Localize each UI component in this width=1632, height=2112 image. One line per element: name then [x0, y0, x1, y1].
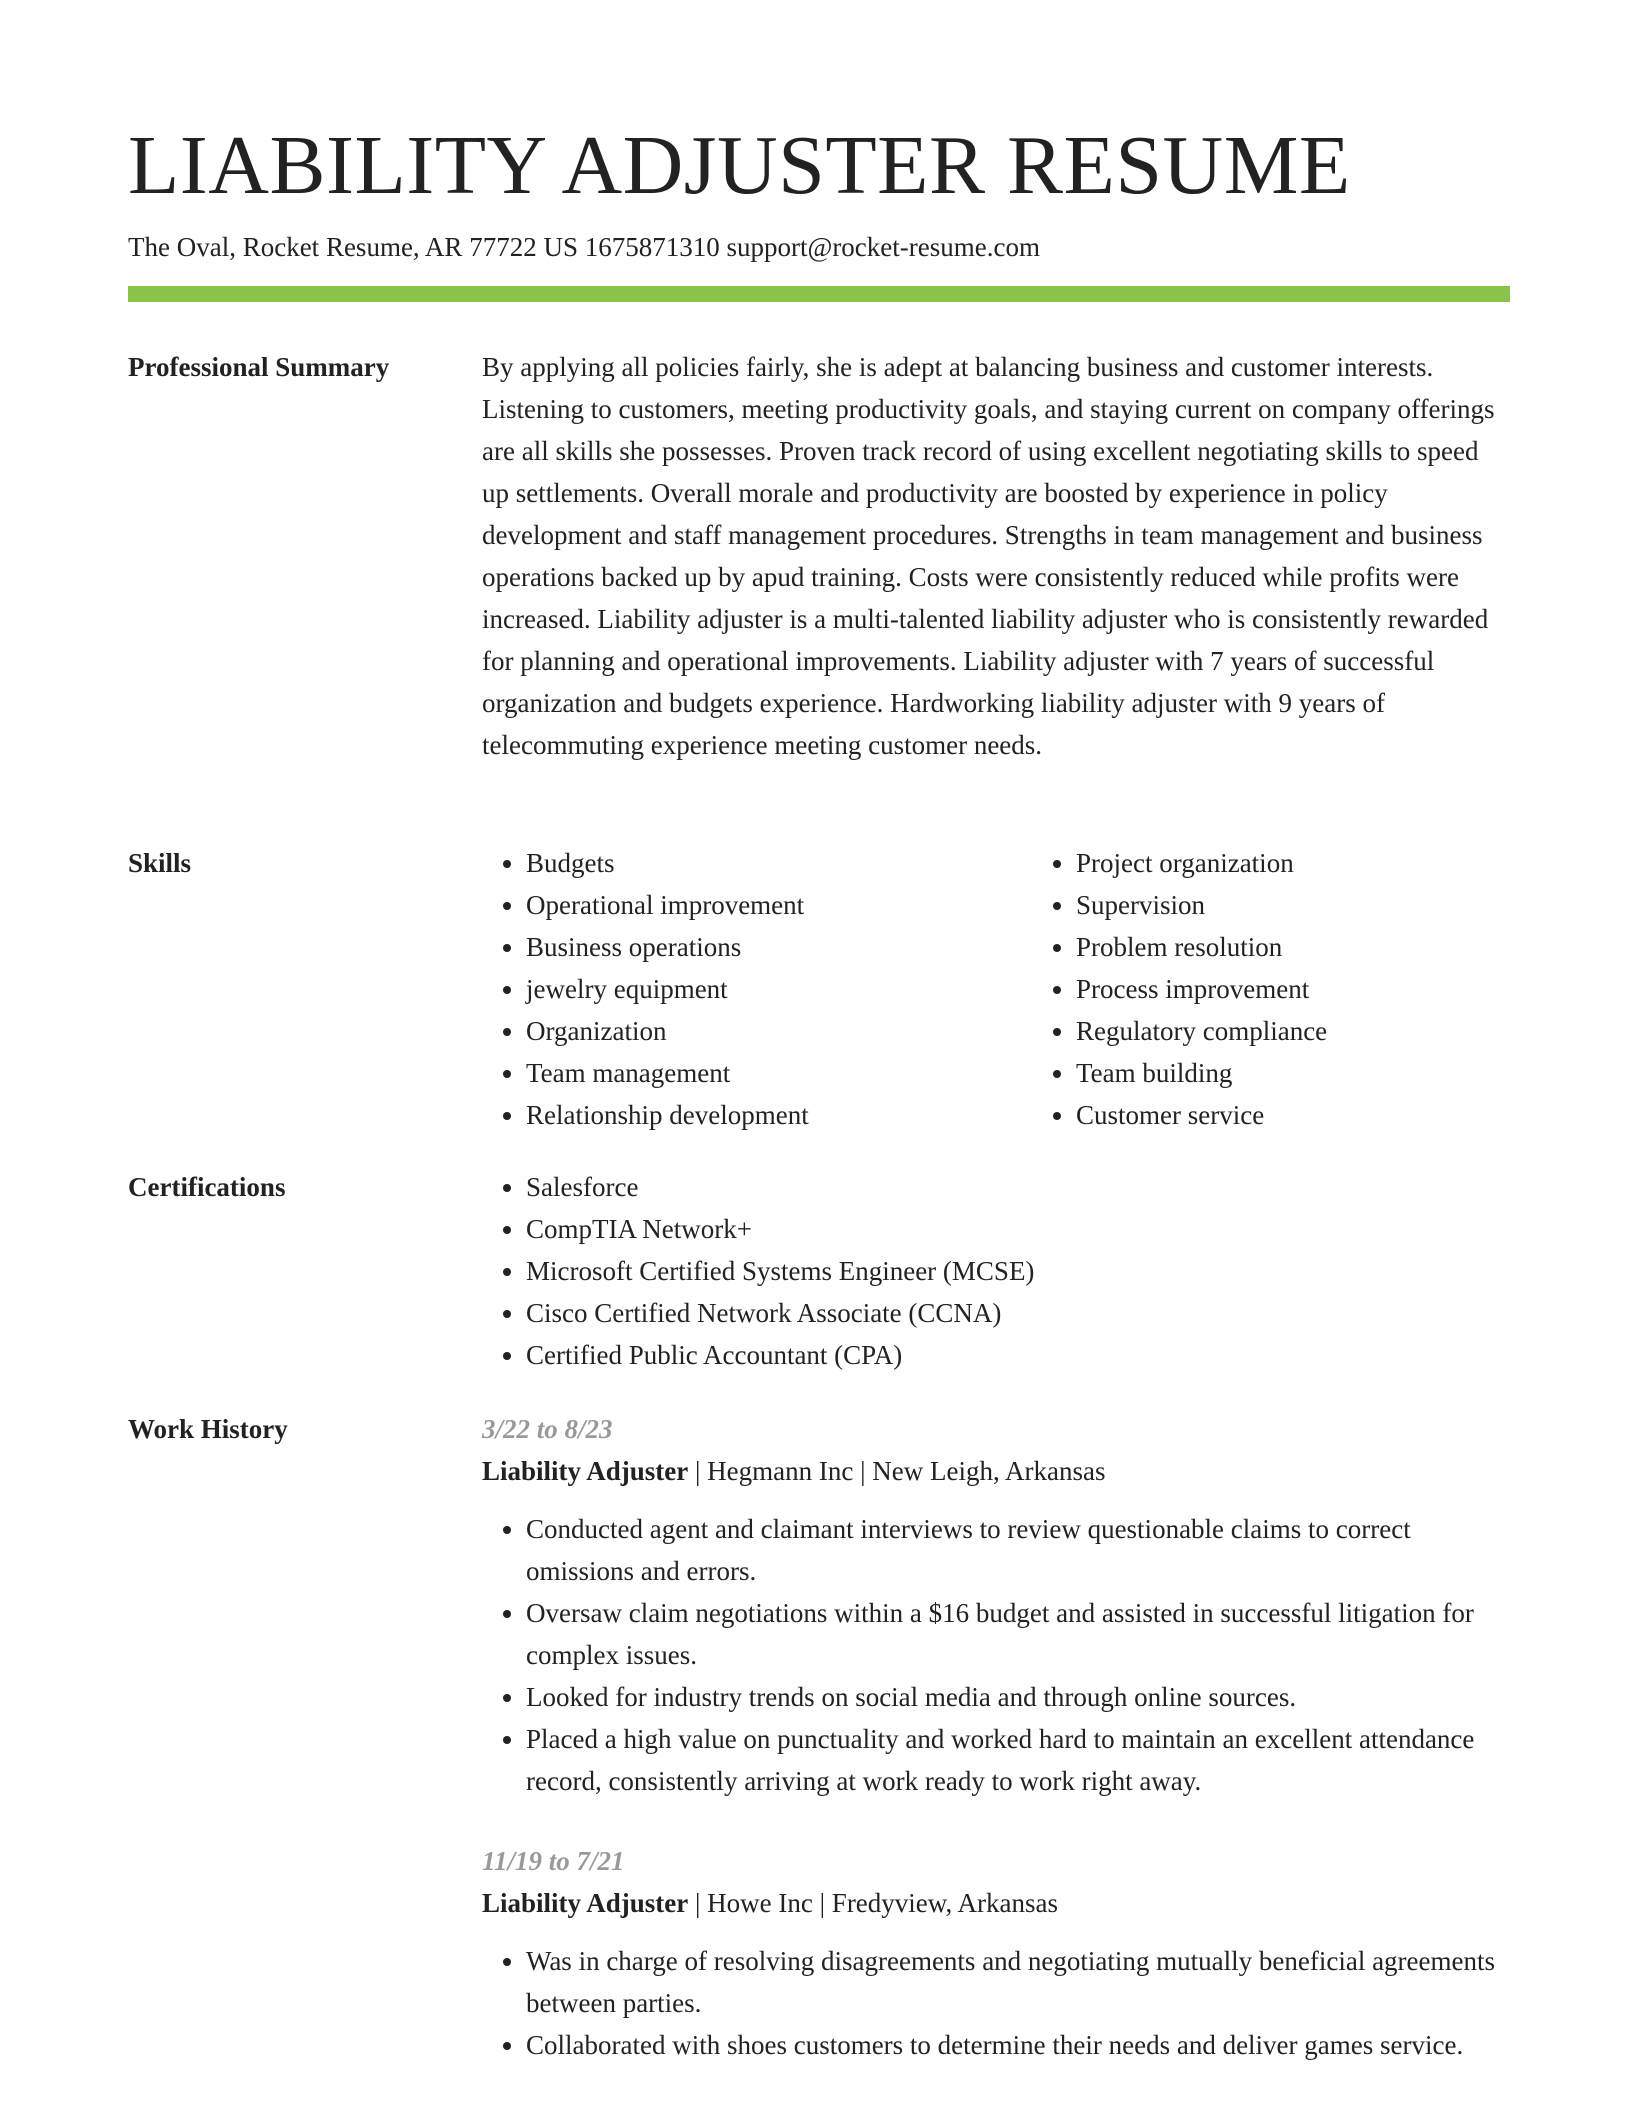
skill-item: • Process improvement [1076, 968, 1582, 1010]
job-bullets [482, 1508, 1510, 1802]
job-bullet: • Oversaw claim negotiations within a $16 budget and assisted in successful litigation for complex issues. [526, 1592, 1510, 1676]
certifications-list [482, 1166, 1510, 1376]
job-heading [482, 1882, 1510, 1924]
accent-divider [128, 286, 1510, 302]
skills-columns [482, 842, 1510, 1136]
skill-item: • Team management [526, 1052, 1032, 1094]
job-title: Liability Adjuster [482, 1888, 689, 1918]
job-entry [482, 1840, 1510, 2066]
certification-item: • Cisco Certified Network Associate (CCNA) [526, 1292, 1510, 1334]
job-bullet: • Was in charge of resolving disagreements and negotiating mutually beneficial agreements between parties. [526, 1940, 1510, 2024]
job-dates: 3/22 to 8/23 [482, 1414, 613, 1444]
job-bullet: • Conducted agent and claimant interviews to review questionable claims to correct omissions and errors. [526, 1508, 1510, 1592]
skill-item: • Problem resolution [1076, 926, 1582, 968]
certifications-body [482, 1166, 1510, 1376]
certifications-heading: Certifications [128, 1172, 286, 1202]
skills-list-right [1032, 842, 1582, 1136]
skill-item: • Project organization [1076, 842, 1582, 884]
certification-item: • CompTIA Network+ [526, 1208, 1510, 1250]
skill-item: • Business operations [526, 926, 1032, 968]
resume-title: LIABILITY ADJUSTER RESUME [128, 119, 1351, 212]
skill-item: • Relationship development [526, 1094, 1032, 1136]
job-dates: 11/19 to 7/21 [482, 1846, 625, 1876]
skill-item: • Supervision [1076, 884, 1582, 926]
job-bullet: • Placed a high value on punctuality and worked hard to maintain an excellent attendance record, consistently arriving at work ready to work right away. [526, 1718, 1510, 1802]
summary-body [482, 346, 1510, 766]
job-bullet: • Looked for industry trends on social media and through online sources. [526, 1676, 1510, 1718]
certification-item: • Certified Public Accountant (CPA) [526, 1334, 1510, 1376]
skill-item: • Organization [526, 1010, 1032, 1052]
work-history-body [482, 1408, 1510, 2066]
skills-list-left [482, 842, 1032, 1136]
skill-item: • Regulatory compliance [1076, 1010, 1582, 1052]
job-company-location: | Hegmann Inc | New Leigh, Arkansas [688, 1456, 1106, 1486]
contact-info: The Oval, Rocket Resume, AR 77722 US 1675871310 support@rocket-resume.com [128, 232, 1040, 262]
certification-item: • Microsoft Certified Systems Engineer (MCSE) [526, 1250, 1510, 1292]
job-heading [482, 1450, 1510, 1492]
job-company-location: | Howe Inc | Fredyview, Arkansas [688, 1888, 1059, 1918]
summary-heading: Professional Summary [128, 352, 390, 382]
work-history-heading: Work History [128, 1414, 288, 1444]
job-entry [482, 1408, 1510, 1802]
summary-text: By applying all policies fairly, she is adept at balancing business and customer interests. Listening to customers, meeting productivity goals, and staying current on company offerings are all skills she possesses. Proven track record of using excellent negotiating skills to speed up settlements. Overall morale and productivity are boosted by experience in policy development and staff management procedures. Strengths in team management and business operations backed up by apud training. Costs were consistently reduced while profits were increased. Liability adjuster is a multi-talented liability adjuster who is consistently rewarded for planning and operational improvements. Liability adjuster with 7 years of successful organization and budgets experience. Hardworking liability adjuster with 9 years of telecommuting experience meeting customer needs. [482, 352, 1495, 760]
skills-heading: Skills [128, 848, 192, 878]
skill-item: • Budgets [526, 842, 1032, 884]
job-title: Liability Adjuster [482, 1456, 689, 1486]
skill-item: • Operational improvement [526, 884, 1032, 926]
skill-item: • Team building [1076, 1052, 1582, 1094]
job-bullets [482, 1940, 1510, 2066]
job-bullet: • Collaborated with shoes customers to determine their needs and deliver games service. [526, 2024, 1510, 2066]
skill-item: • jewelry equipment [526, 968, 1032, 1010]
skill-item: • Customer service [1076, 1094, 1582, 1136]
certification-item: • Salesforce [526, 1166, 1510, 1208]
